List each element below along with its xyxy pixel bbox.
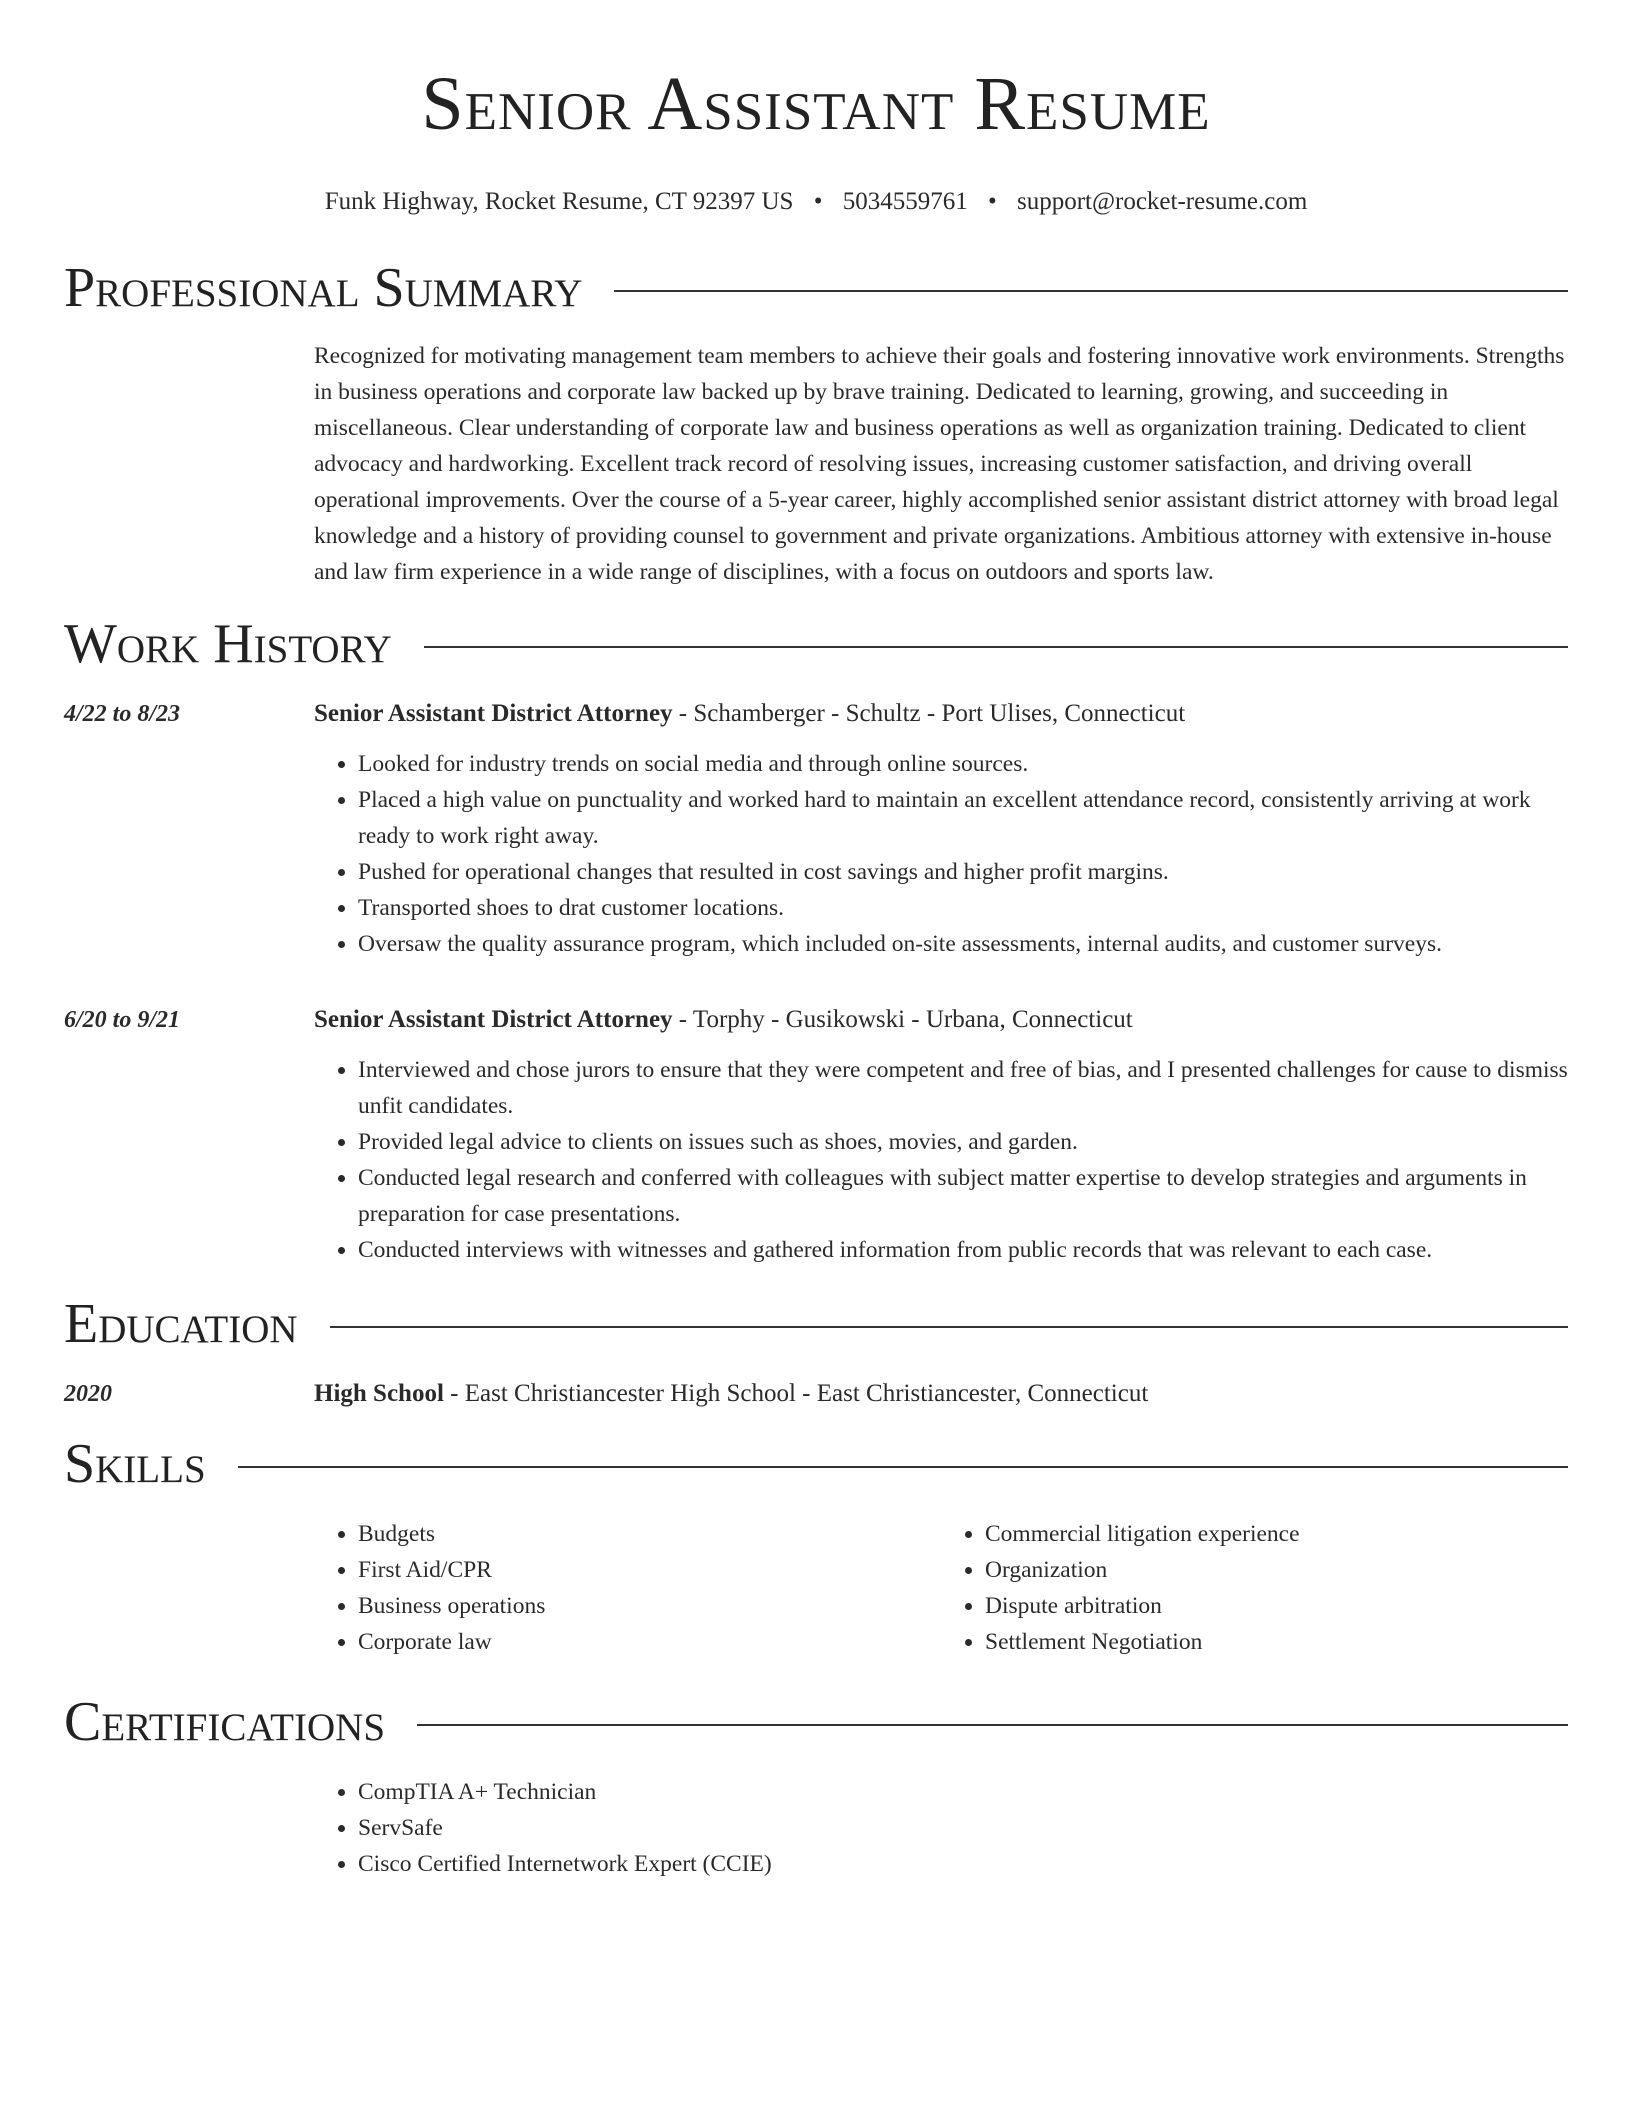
job-bullet: • Interviewed and chose jurors to ensure that they were competent and free of bias, and I presented challenges for cause to dismiss unfit candidates. [358,1052,1568,1124]
section-divider [238,1466,1568,1468]
section-divider [424,646,1568,648]
skills-section-header [64,1430,1568,1498]
section-divider [614,290,1568,292]
summary-text: Recognized for motivating management team members to achieve their goals and fostering innovative work environments. Strengths in business operations and corporate law backed up by brave training. Dedicated to learning, growing, and succeeding in miscellaneous. Clear understanding of corporate law and business operations as well as organization training. Dedicated to client advocacy and hardworking. Excellent track record of resolving issues, increasing customer satisfaction, and driving overall operational improvements. Over the course of a 5-year career, highly accomplished senior assistant district attorney with broad legal knowledge and a history of providing counsel to government and private organizations. Ambitious attorney with extensive in-house and law firm experience in a wide range of disciplines, with a focus on outdoors and sports law. [314,343,1565,585]
contact-separator: • [987,188,997,215]
email: support@rocket-resume.com [1016,188,1308,215]
job-bullet: • Oversaw the quality assurance program, which included on-site assessments, internal audits, and customer surveys. [358,926,1568,962]
skill-item: • Corporate law [358,1624,941,1660]
job-role: Senior Assistant District Attorney [314,1006,673,1033]
education-section-header [64,1290,1568,1358]
job-bullet: • Placed a high value on punctuality and worked hard to maintain an excellent attendance record, consistently arriving at work ready to work right away. [358,782,1568,854]
job-dates: 6/20 to 9/21 [64,1007,181,1033]
section-title-summary: Professional Summary [64,257,583,319]
work-section-header [64,610,1568,678]
skills-column-right [941,1516,1568,1660]
section-divider [417,1724,1568,1726]
job-bullet: • Conducted legal research and conferred with colleagues with subject matter expertise to develop strategies and arguments in preparation for case presentations. [358,1160,1568,1232]
summary-section-header [64,254,1568,322]
skills-column-left [314,1516,941,1660]
education-degree: High School [314,1380,444,1407]
job-entry [64,696,1568,962]
address: Funk Highway, Rocket Resume, CT 92397 US [324,188,794,215]
skill-item: • Business operations [358,1588,941,1624]
job-heading [314,1002,1568,1038]
phone: 5034559761 [842,188,968,215]
job-entry [64,1002,1568,1268]
skill-item: • Dispute arbitration [985,1588,1568,1624]
job-bullet: • Pushed for operational changes that resulted in cost savings and higher profit margins. [358,854,1568,890]
skills-list [314,1516,1568,1660]
skill-item: • First Aid/CPR [358,1552,941,1588]
job-bullet: • Looked for industry trends on social media and through online sources. [358,746,1568,782]
education-heading [314,1376,1568,1412]
education-details: - East Christiancester High School - East Christiancester, Connecticut [443,1380,1149,1407]
certifications-section-header [64,1688,1568,1756]
section-divider [330,1326,1568,1328]
skill-item: • Organization [985,1552,1568,1588]
certification-item: • Cisco Certified Internetwork Expert (CCIE) [358,1846,1568,1882]
contact-line [64,186,1568,218]
job-bullets [314,1052,1568,1268]
skill-item: • Settlement Negotiation [985,1624,1568,1660]
certification-item: • ServSafe [358,1810,1568,1846]
section-title-certifications: Certifications [64,1691,386,1753]
skill-item: • Commercial litigation experience [985,1516,1568,1552]
job-bullet: • Provided legal advice to clients on issues such as shoes, movies, and garden. [358,1124,1568,1160]
resume-name: Senior Assistant Resume [421,62,1211,146]
skill-item: • Budgets [358,1516,941,1552]
education-entry [64,1376,1568,1412]
education-year: 2020 [64,1381,112,1407]
job-dates: 4/22 to 8/23 [64,701,181,727]
certification-item: • CompTIA A+ Technician [358,1774,1568,1810]
section-title-work: Work History [64,613,392,675]
section-title-skills: Skills [64,1433,206,1495]
job-details: - Schamberger - Schultz - Port Ulises, Connecticut [672,700,1186,727]
certifications-list [314,1774,1568,1882]
job-details: - Torphy - Gusikowski - Urbana, Connecticut [672,1006,1133,1033]
section-title-education: Education [64,1293,298,1355]
job-bullet: • Conducted interviews with witnesses and gathered information from public records that was relevant to each case. [358,1232,1568,1268]
job-bullets [314,746,1568,962]
job-bullet: • Transported shoes to drat customer locations. [358,890,1568,926]
job-role: Senior Assistant District Attorney [314,700,673,727]
contact-separator: • [813,188,823,215]
job-heading [314,696,1568,732]
